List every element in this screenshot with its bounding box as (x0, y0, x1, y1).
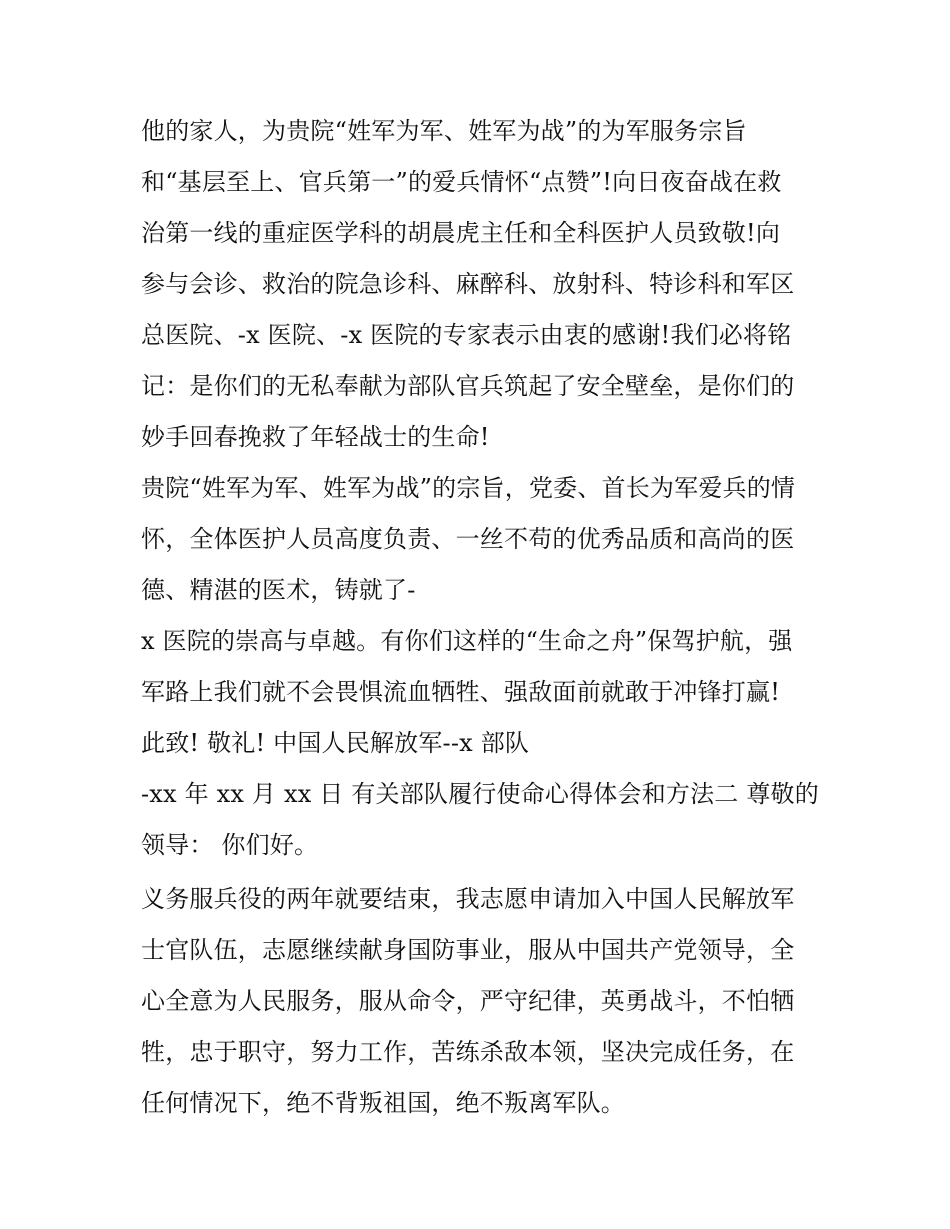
text-line: 总医院、-x 医院、-x 医院的专家表示由衷的感谢!我们必将铭 (141, 321, 792, 349)
text-line: 怀，全体医护人员高度负责、一丝不苟的优秀品质和高尚的医 (141, 525, 795, 553)
text-line: 义务服兵役的两年就要结束，我志愿申请加入中国人民解放军 (141, 885, 795, 913)
text-line: -xx 年 xx 月 xx 日 有关部队履行使命心得体会和方法二 尊敬的 (141, 780, 819, 808)
text-line: 他的家人，为贵院“姓军为军、姓军为战”的为军服务宗旨 (141, 117, 747, 145)
text-line: 治第一线的重症医学科的胡晨虎主任和全科医护人员致敬!向 (141, 219, 781, 247)
text-line: 任何情况下，绝不背叛祖国，绝不叛离军队。 (141, 1089, 625, 1117)
text-line: 贵院“姓军为军、姓军为战”的宗旨，党委、首长为军爱兵的情 (141, 474, 796, 502)
text-line: 领导： 你们好。 (141, 831, 319, 859)
text-line: 牲，忠于职守，努力工作，苦练杀敌本领，坚决完成任务，在 (141, 1038, 795, 1066)
text-line: 此致! 敬礼! 中国人民解放军--x 部队 (141, 729, 530, 757)
document-body (141, 106, 821, 1129)
text-line: 心全意为人民服务，服从命令，严守纪律，英勇战斗，不怕牺 (141, 987, 795, 1015)
text-line: 妙手回春挽救了年轻战士的生命! (141, 423, 490, 451)
text-line: 德、精湛的医术，铸就了- (141, 576, 416, 604)
text-line: x 医院的崇高与卓越。有你们这样的“生命之舟”保驾护航，强 (141, 627, 793, 655)
text-line: 和“基层至上、官兵第一”的爱兵情怀“点赞”!向日夜奋战在救 (141, 168, 782, 196)
text-line: 记：是你们的无私奉献为部队官兵筑起了安全壁垒，是你们的 (141, 372, 795, 400)
text-line: 军路上我们就不会畏惧流血牺牲、强敌面前就敢于冲锋打赢! (141, 678, 781, 706)
text-line: 士官队伍，志愿继续献身国防事业，服从中国共产党领导，全 (141, 936, 795, 964)
text-line: 参与会诊、救治的院急诊科、麻醉科、放射科、特诊科和军区 (141, 270, 795, 298)
